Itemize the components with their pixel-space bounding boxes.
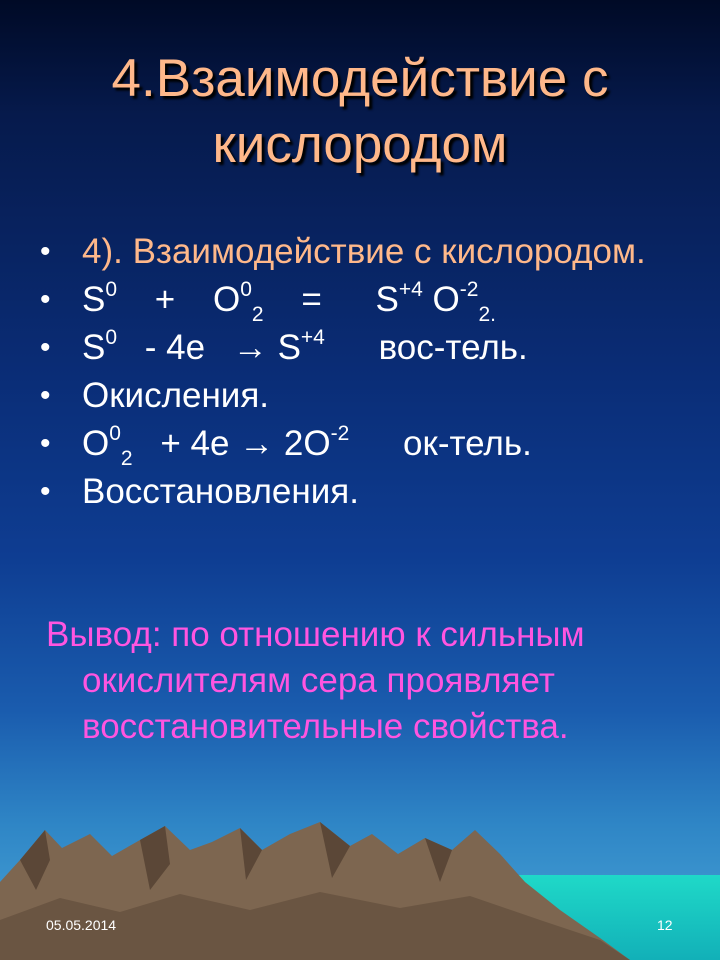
- equals-sign: =: [301, 280, 322, 319]
- sulfur-oxidation-state: 0: [105, 326, 118, 349]
- product-oxygen-oxidation-state: -2: [459, 278, 479, 301]
- product-oxygen-symbol: O: [432, 280, 460, 319]
- bullet-item-3: [0, 324, 720, 372]
- reducer-role: вос-тель.: [378, 328, 528, 367]
- electron-loss: - 4e: [144, 328, 206, 367]
- title-line-1: 4.Взаимодействие с: [111, 49, 609, 108]
- slide-title: [20, 46, 700, 178]
- oxygen-subscript: 2: [251, 303, 264, 326]
- product-sulfur-oxidation-state: +4: [300, 326, 325, 349]
- plus-sign: +: [154, 280, 176, 319]
- bullet-item-6: [0, 468, 720, 516]
- mountains-illustration: [0, 820, 720, 960]
- oxygen-oxidation-state: 0: [240, 278, 252, 301]
- product-sulfur-symbol: S: [375, 280, 399, 319]
- bullet-dot-icon: •: [40, 379, 51, 412]
- electron-gain: + 4e: [160, 424, 230, 463]
- bullet-dot-icon: •: [40, 235, 51, 268]
- product-oxygen-symbol: 2O: [283, 424, 331, 463]
- product-oxygen-oxidation-state: -2: [330, 422, 350, 445]
- product-sulfur-oxidation-state: +4: [398, 278, 423, 301]
- bullet-dot-icon: •: [40, 283, 51, 316]
- bullet-1-text: 4). Взаимодействие с кислородом.: [82, 232, 646, 271]
- conclusion-text: Вывод: по отношению к сильным окислителям сера проявляет восстановительные свойства.: [46, 615, 585, 746]
- bullet-list: [0, 228, 720, 516]
- sulfur-oxidation-state: 0: [105, 278, 118, 301]
- oxygen-oxidation-state: 0: [109, 422, 121, 445]
- arrow-right-icon: →: [239, 424, 275, 463]
- product-sulfur-symbol: S: [277, 328, 301, 367]
- bullet-dot-icon: •: [40, 427, 51, 460]
- oxygen-symbol: O: [82, 424, 110, 463]
- oxidizer-role: ок-тель.: [403, 424, 532, 463]
- oxygen-subscript: 2: [120, 447, 133, 470]
- slide-number: 12: [657, 917, 673, 933]
- bullet-dot-icon: •: [40, 475, 51, 508]
- bullet-4-text: Окисления.: [82, 376, 270, 415]
- arrow-right-icon: →: [232, 328, 268, 367]
- sulfur-symbol: S: [82, 328, 106, 367]
- bullet-item-5: [0, 420, 720, 468]
- bullet-item-2: [0, 276, 720, 324]
- sulfur-symbol: S: [82, 280, 106, 319]
- footer-date: 05.05.2014: [46, 917, 117, 933]
- product-oxygen-subscript: 2.: [478, 303, 496, 326]
- bullet-6-text: Восстановления.: [82, 472, 359, 511]
- bullet-item-4: [0, 372, 720, 420]
- title-line-2: кислородом: [212, 115, 508, 174]
- oxygen-symbol: O: [212, 280, 241, 319]
- bullet-dot-icon: •: [40, 331, 51, 364]
- bullet-item-1: [0, 228, 720, 276]
